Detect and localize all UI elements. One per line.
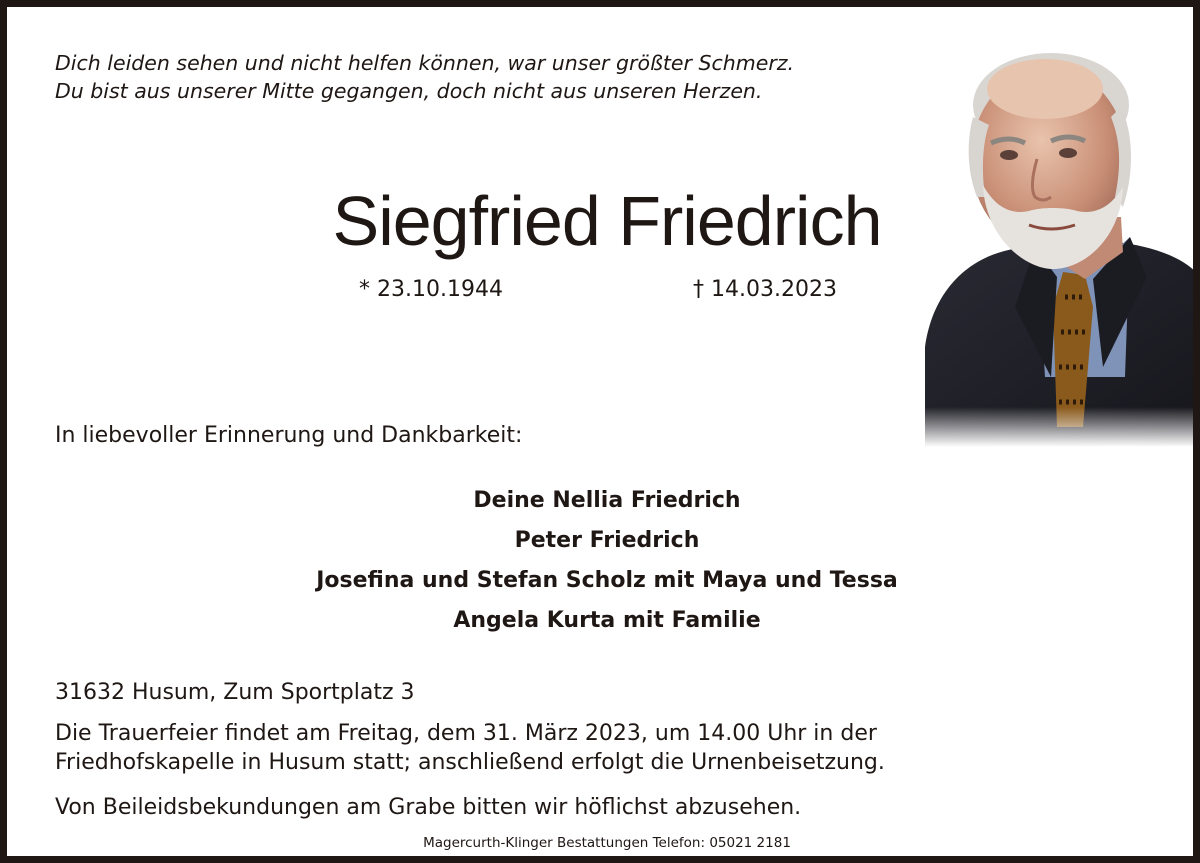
- portrait-photo: [925, 47, 1200, 447]
- mourner-entry: Deine Nellia Friedrich: [473, 488, 741, 513]
- mourner-entry: Peter Friedrich: [514, 528, 700, 553]
- condolence-note: Von Beileidsbekundungen am Grabe bitten wir höflichst abzusehen.: [55, 795, 802, 820]
- mourner-entry: Angela Kurta mit Familie: [453, 608, 761, 633]
- family-address: 31632 Husum, Zum Sportplatz 3: [55, 680, 415, 705]
- deceased-name: Siegfried Friedrich: [332, 182, 882, 260]
- mourner-entry: Josefina und Stefan Scholz mit Maya und Tessa: [316, 568, 898, 593]
- memory-intro: In liebevoller Erinnerung und Dankbarkeit:: [55, 423, 523, 448]
- mourners-list: [157, 481, 1057, 641]
- funeral-service-info: [55, 719, 1135, 777]
- memorial-quote: [55, 49, 935, 105]
- funeral-home-footer: Magercurth-Klinger Bestattungen Telefon: 05021 2181: [423, 835, 791, 851]
- death-date: † 14.03.2023: [693, 277, 837, 302]
- service-line: Friedhofskapelle in Husum statt; anschließend erfolgt die Urnenbeisetzung.: [55, 750, 885, 775]
- birth-date: * 23.10.1944: [359, 277, 503, 302]
- quote-line: Du bist aus unserer Mitte gegangen, doch nicht aus unseren Herzen.: [55, 79, 763, 103]
- service-line: Die Trauerfeier findet am Freitag, dem 31. März 2023, um 14.00 Uhr in der: [55, 721, 877, 746]
- quote-line: Dich leiden sehen und nicht helfen können, war unser größter Schmerz.: [55, 51, 795, 75]
